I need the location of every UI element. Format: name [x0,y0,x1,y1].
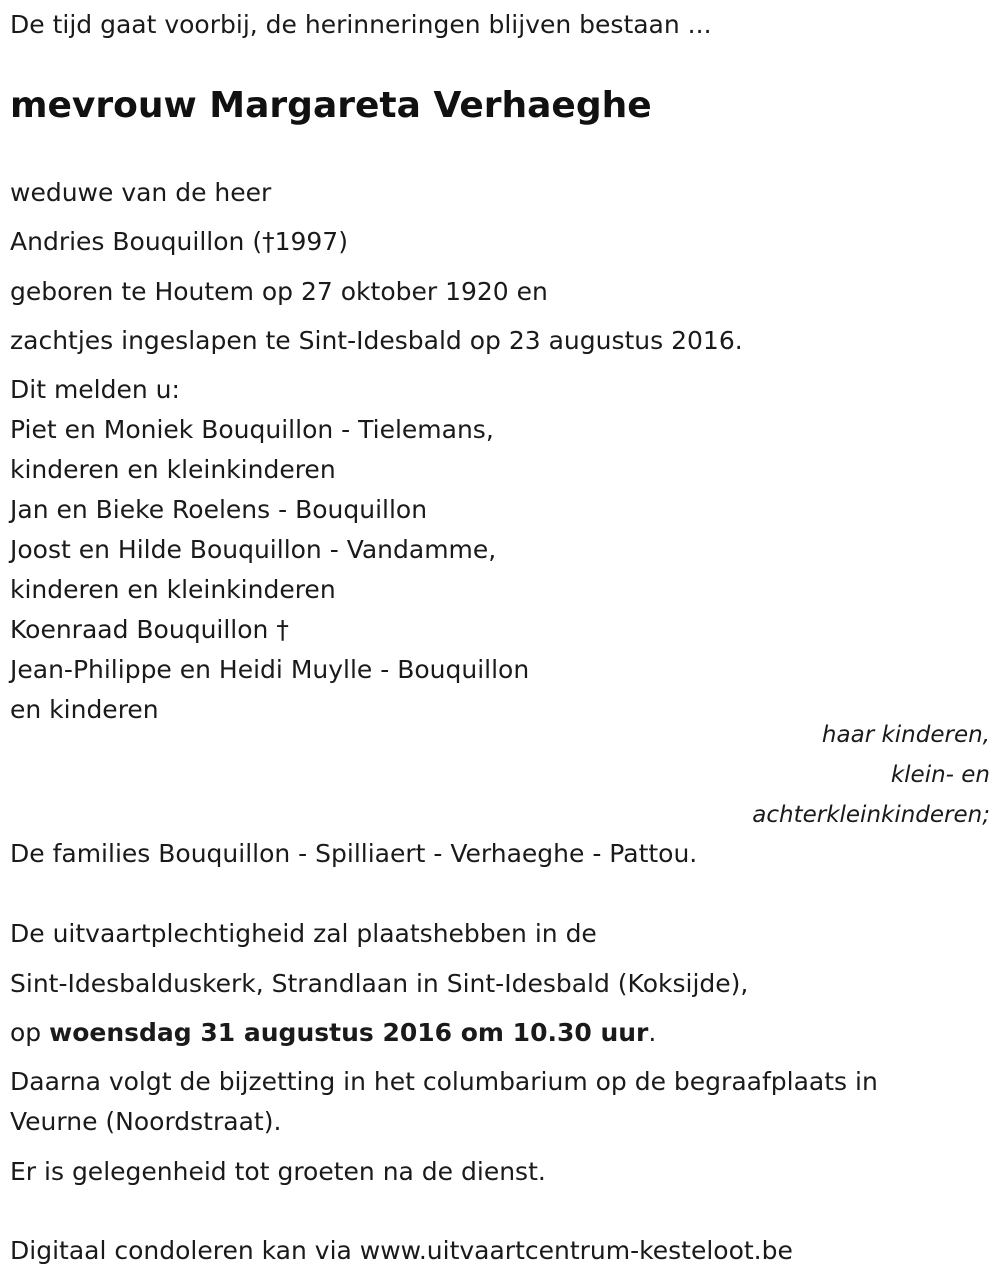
ceremony-line: De uitvaartplechtigheid zal plaatshebben in de [10,919,597,948]
announcers-heading: Dit melden u: [10,375,180,404]
condolences-line: Digitaal condoleren kan via www.uitvaartcentrum-kesteloot.be [10,1236,793,1265]
intro-line: weduwe van de heer [10,178,272,207]
ceremony-date: woensdag 31 augustus 2016 om 10.30 uur [49,1018,649,1047]
families-line: De families Bouquillon - Spilliaert - Verhaeghe - Pattou. [10,839,698,868]
announcer-line: Koenraad Bouquillon † [10,615,289,644]
greeting-line: Er is gelegenheid tot groeten na de dienst. [10,1157,546,1186]
signature-line: achterkleinkinderen; [752,802,990,828]
deceased-name: mevrouw Margareta Verhaeghe [10,85,652,126]
signature-line: haar kinderen, [821,722,990,748]
announcer-line: kinderen en kleinkinderen [10,575,336,604]
announcer-line: Piet en Moniek Bouquillon - Tielemans, [10,415,494,444]
announcer-line: en kinderen [10,695,159,724]
announcer-line: Joost en Hilde Bouquillon - Vandamme, [10,535,497,564]
ceremony-date-suffix: . [648,1018,657,1047]
intro-line: zachtjes ingeslapen te Sint-Idesbald op 23 augustus 2016. [10,326,743,355]
ceremony-date-line [10,1013,656,1053]
burial-line: Daarna volgt de bijzetting in het columbarium op de begraafplaats in [10,1067,878,1096]
announcer-line: kinderen en kleinkinderen [10,455,336,484]
intro-line: Andries Bouquillon (†1997) [10,227,348,256]
burial-line: Veurne (Noordstraat). [10,1107,282,1136]
motto: De tijd gaat voorbij, de herinneringen blijven bestaan ... [10,10,712,39]
ceremony-date-prefix: op [10,1018,50,1047]
ceremony-line: Sint-Idesbalduskerk, Strandlaan in Sint-Idesbald (Koksijde), [10,969,749,998]
intro-line: geboren te Houtem op 27 oktober 1920 en [10,277,548,306]
announcer-line: Jan en Bieke Roelens - Bouquillon [10,495,428,524]
announcer-line: Jean-Philippe en Heidi Muylle - Bouquillon [10,655,530,684]
signature-line: klein- en [890,762,990,788]
